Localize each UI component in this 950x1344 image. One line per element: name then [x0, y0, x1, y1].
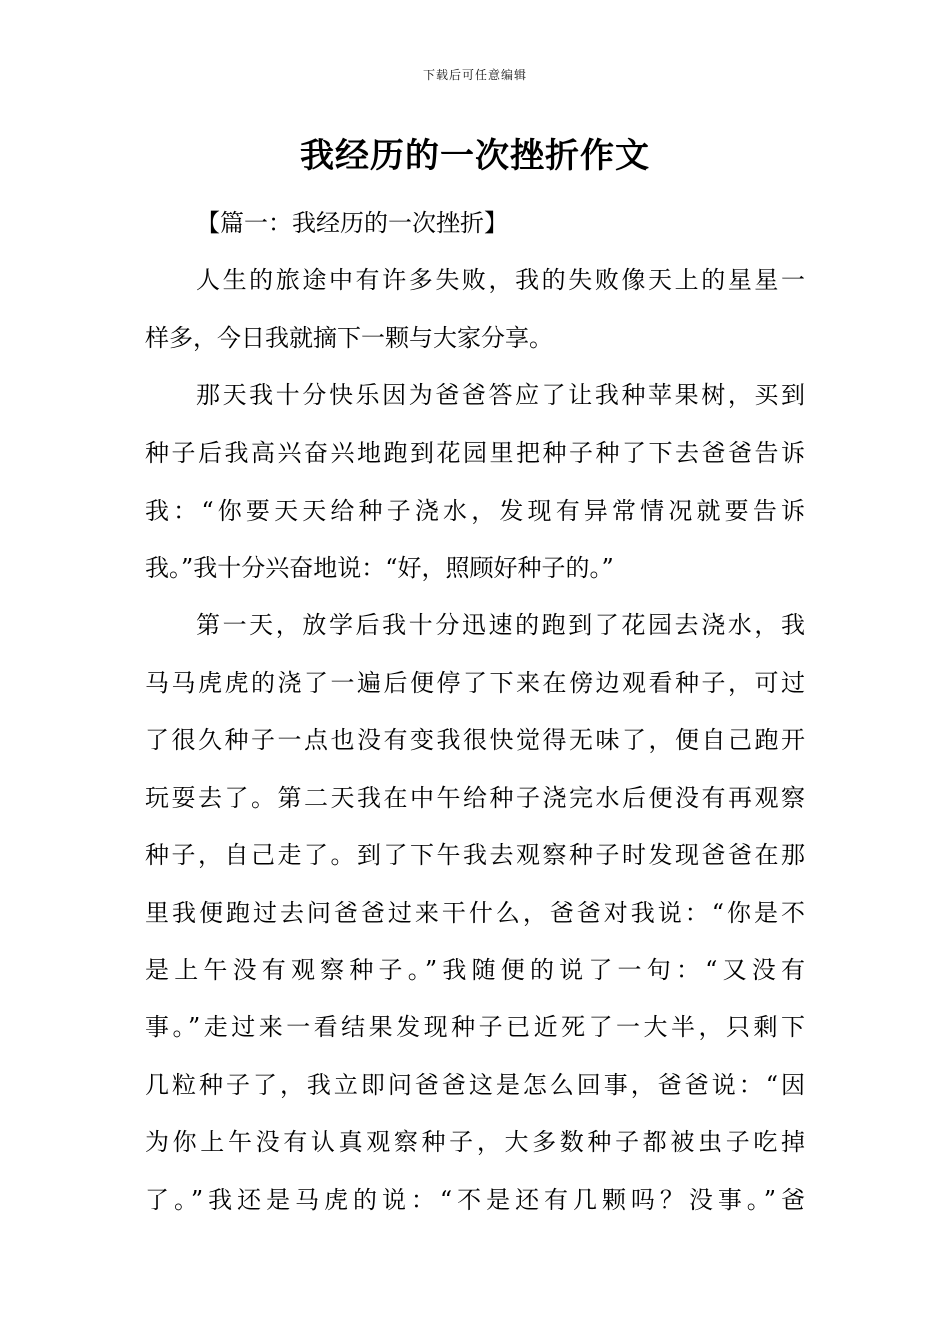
text-line: 几粒种子了，我立即问爸爸这是怎么回事，爸爸说：“因	[145, 1071, 805, 1099]
text-line: 种子后我高兴奋兴地跑到花园里把种子种了下去爸爸告诉	[145, 439, 805, 467]
text-line: 是上午没有观察种子。”我随便的说了一句：“又没有	[145, 956, 805, 984]
document-title: 我经历的一次挫折作文	[300, 136, 650, 176]
text-line: 样多，今日我就摘下一颗与大家分享。	[145, 324, 553, 352]
text-line: 那天我十分快乐因为爸爸答应了让我种苹果树，买到	[196, 381, 805, 409]
text-line: 事。”走过来一看结果发现种子已近死了一大半，只剩下	[145, 1013, 805, 1041]
header-note: 下载后可任意编辑	[422, 68, 527, 82]
text-line: 了很久种子一点也没有变我很快觉得无味了，便自己跑开	[145, 726, 805, 754]
text-line: 我。”我十分兴奋地说：“好，照顾好种子的。”	[145, 554, 614, 582]
text-line: 第一天，放学后我十分迅速的跑到了花园去浇水，我	[196, 611, 805, 639]
section-heading: 【篇一：我经历的一次挫折】	[196, 209, 508, 237]
text-line: 种子，自己走了。到了下午我去观察种子时发现爸爸在那	[145, 841, 805, 869]
text-line: 为你上午没有认真观察种子，大多数种子都被虫子吃掉	[145, 1128, 805, 1156]
text-line: 里我便跑过去问爸爸过来干什么，爸爸对我说：“你是不	[145, 899, 805, 927]
text-line: 人生的旅途中有许多失败，我的失败像天上的星星一	[196, 266, 805, 294]
text-line: 马马虎虎的浇了一遍后便停了下来在傍边观看种子，可过	[145, 669, 805, 697]
text-line: 我：“你要天天给种子浇水，发现有异常情况就要告诉	[145, 497, 805, 525]
text-line: 玩耍去了。第二天我在中午给种子浇完水后便没有再观察	[145, 784, 805, 812]
text-line: 了。”我还是马虎的说：“不是还有几颗吗？没事。”爸	[145, 1186, 805, 1214]
